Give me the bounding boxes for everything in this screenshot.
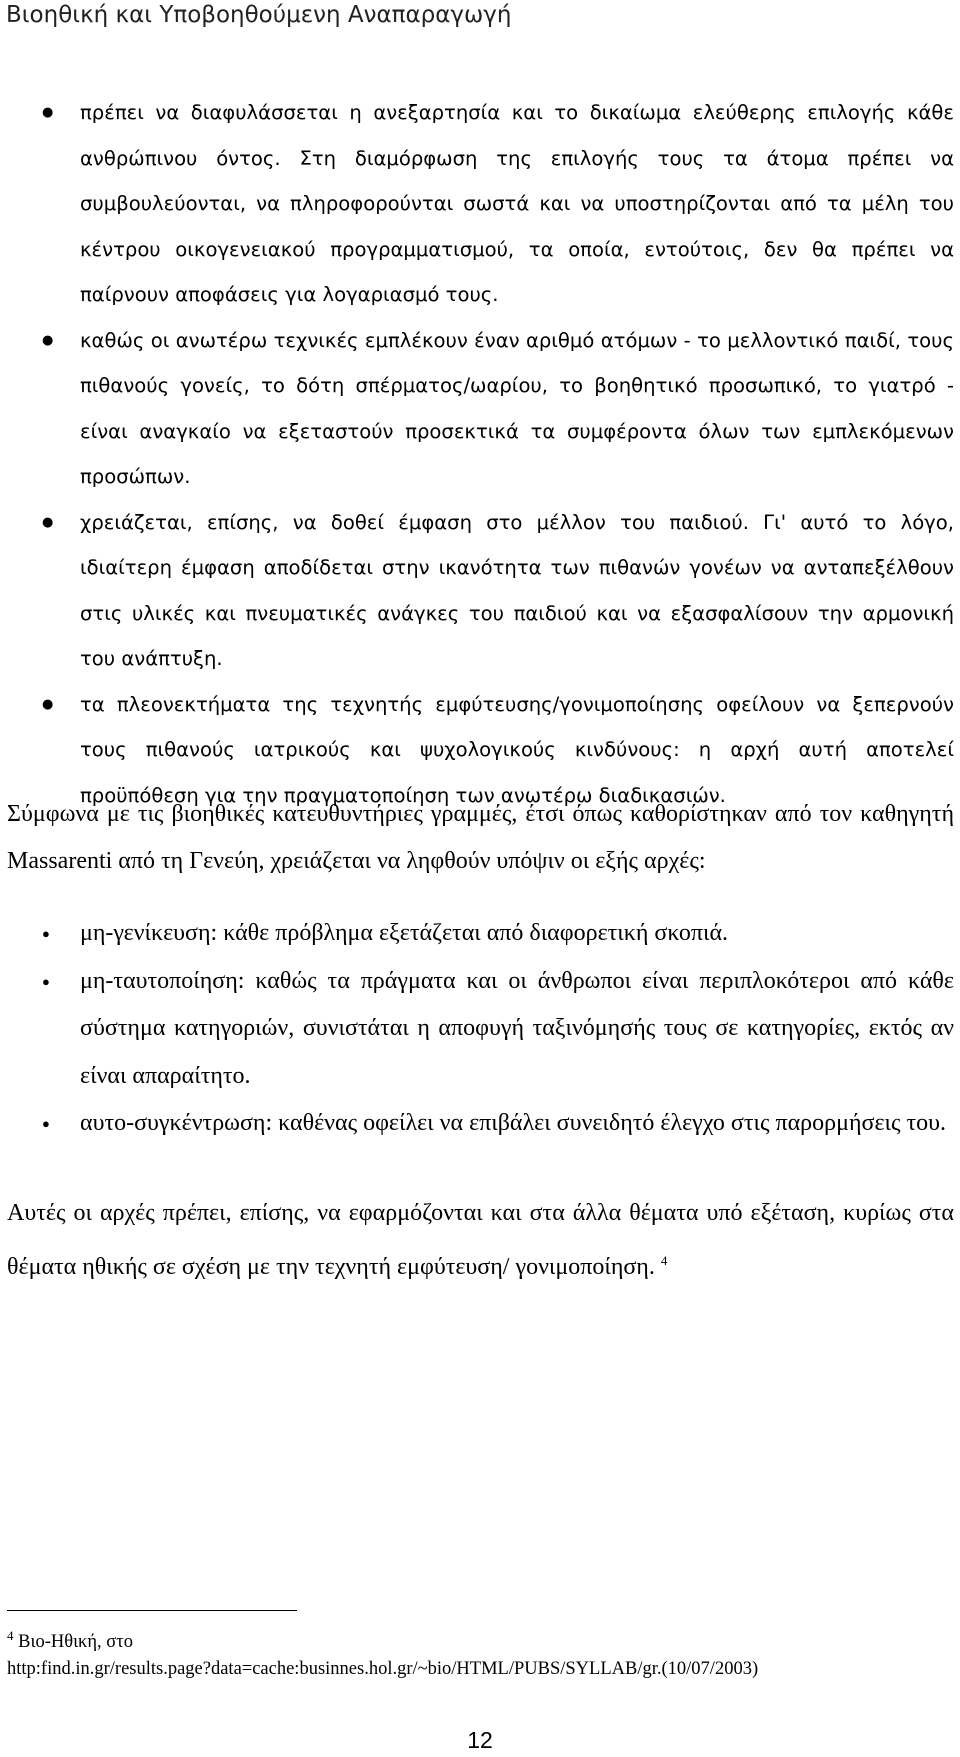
bullet-icon: ●: [42, 332, 54, 348]
footnote-reference[interactable]: 4: [660, 1253, 668, 1268]
list-item-text: αυτο-συγκέντρωση: καθένας οφείλει να επιβάλει συνειδητό έλεγχο στις παρορμήσεις του.: [80, 1110, 947, 1136]
list-item: [40, 958, 954, 1101]
footnote-url: http:find.in.gr/results.page?data=cache:businnes.hol.gr/~bio/HTML/PUBS/SYLLAB/gr.(10/07/2003): [7, 1659, 759, 1680]
footnote-line: [7, 1622, 957, 1656]
list-item-text: πρέπει να διαφυλάσσεται η ανεξαρτησία και το δικαίωμα ελεύθερης επιλογής κάθε ανθρώπινου όντος. Στη διαμόρφωση της επιλογής τους τα άτομα πρέπει να συμβουλεύονται, να πληροφορούνται σωστά και να υποστηρίζονται από τα μέλη του κέντρου οικογενειακού προγραμματισμού, τα οποία, εντούτοις, δεν θα πρέπει να παίρνουν αποφάσεις για λογαριασμό τους.: [80, 101, 954, 306]
body-paragraph: Σύμφωνα με τις βιοηθικές κατευθυντήριες γραμμές, έτσι όπως καθορίστηκαν από τον καθηγητή Massarenti από τη Γενεύη, χρειάζεται να ληφθούν υπόψιν οι εξής αρχές:: [7, 801, 954, 874]
bullet-icon: ●: [42, 514, 54, 530]
page-number: 12: [467, 1727, 493, 1753]
bullet-icon: ●: [42, 105, 54, 120]
footnote-divider: [7, 1610, 297, 1611]
list-item: [40, 1100, 954, 1148]
list-item-text: τα πλεονεκτήματα της τεχνητής εμφύτευσης/γονιμοποίησης οφείλουν να ξεπερνούν τους πιθανούς ιατρικούς και ψυχολογικούς κινδύνους: η αρχή αυτή αποτελεί προϋπόθεση για την πραγματοποίηση των ανωτέρω διαδικασιών.: [80, 692, 954, 807]
list-item: [40, 500, 954, 682]
list-item-text: μη-ταυτοποίηση: καθώς τα πράγματα και οι άνθρωποι είναι περιπλοκότεροι από κάθε σύστημα κατηγοριών, συνιστάται η αποφυγή ταξινόμησής τους σε κατηγορίες, εκτός αν είναι απαραίτητο.: [80, 967, 954, 1089]
list-item-text: μη-γενίκευση: κάθε πρόβλημα εξετάζεται από διαφορετική σκοπιά.: [80, 920, 729, 946]
list-item-text: χρειάζεται, επίσης, να δοθεί έμφαση στο μέλλον του παιδιού. Γι' αυτό το λόγο, ιδιαίτερη έμφαση αποδίδεται στην ικανότητα των πιθανών γονέων να ανταπεξέλθουν στις υλικές και πνευματικές ανάγκες του παιδιού και να εξασφαλίσουν την αρμονική του ανάπτυξη.: [80, 510, 954, 670]
bullet-icon: ●: [42, 926, 50, 941]
body-paragraph: [7, 1190, 954, 1291]
bullet-icon: ●: [42, 1116, 50, 1131]
body-paragraph-text: Αυτές οι αρχές πρέπει, επίσης, να εφαρμόζονται και στα άλλα θέματα υπό εξέταση, κυρίως στα θέματα ηθικής σε σχέση με την τεχνητή εμφύτευση/ γονιμοποίηση.: [7, 1200, 954, 1280]
list-item: [40, 90, 954, 318]
list-item: [40, 318, 954, 500]
list-item: [40, 910, 954, 958]
footnote-mark: 4: [7, 1628, 14, 1643]
bullet-icon: ●: [42, 973, 50, 989]
footnote-text: Βιο-Ηθική, στο: [18, 1632, 133, 1653]
bullet-icon: ●: [42, 696, 54, 712]
bullet-list-principles: [40, 910, 954, 1148]
running-header: Βιοηθική και Υποβοηθούμενη Αναπαραγωγή: [6, 2, 512, 28]
list-item-text: καθώς οι ανωτέρω τεχνικές εμπλέκουν έναν αριθμό ατόμων - το μελλοντικό παιδί, τους πιθανούς γονείς, το δότη σπέρματος/ωαρίου, το βοηθητικό προσωπικό, το γιατρό - είναι αναγκαίο να εξεταστούν προσεκτικά τα συμφέροντα όλων των εμπλεκόμενων προσώπων.: [80, 328, 954, 488]
bullet-list-conditions: [40, 90, 954, 818]
footnote: [7, 1622, 957, 1683]
